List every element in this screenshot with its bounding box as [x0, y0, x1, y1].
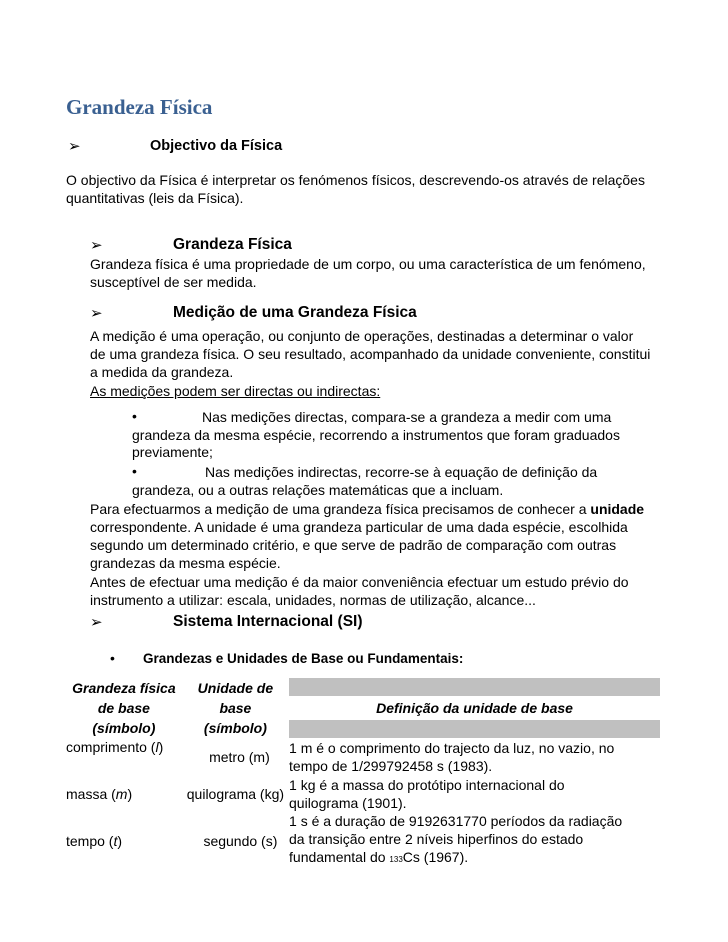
header-unidade-l2: base	[219, 700, 252, 716]
cell-definicao-l3-text: fundamental do	[289, 849, 390, 865]
table-row	[66, 738, 660, 776]
cell-grandeza-symbol: t	[113, 832, 118, 849]
header-unidade-l1: Unidade de	[197, 680, 274, 696]
arrow-bullet-icon: ➢	[90, 614, 103, 631]
arrow-bullet-icon: ➢	[90, 305, 103, 322]
objectivo-line-1: O objectivo da Física é interpretar os fenómenos físicos, descrevendo-os através de relações	[66, 172, 645, 188]
cell-definicao-l1: 1 m é o comprimento do trajecto da luz, no vazio, no	[289, 740, 615, 756]
mass-number-subscript: 133	[389, 855, 403, 864]
objectivo-line-2: quantitativas (leis da Física).	[66, 190, 244, 206]
heading-medicao: Medição de uma Grandeza Física	[173, 304, 417, 321]
grandeza-def-line-1: Grandeza física é uma propriedade de um corpo, ou uma característica de um fenómeno,	[90, 256, 646, 272]
bullet-dot: •	[132, 408, 137, 424]
cell-definicao-l1: 1 s é a duração de 9192631770 períodos da radiação	[289, 813, 623, 829]
cell-definicao	[289, 812, 660, 869]
si-base-units-table	[66, 678, 660, 869]
cell-unidade: segundo (s)	[203, 832, 278, 849]
cell-grandeza-name: comprimento (	[66, 739, 156, 755]
directas-line-3: previamente;	[132, 444, 213, 460]
directas-line-1: Nas medições directas, compara-se a grandeza a medir com uma	[202, 409, 612, 425]
unidade-line-3: segundo um determinado critério, e que serve de padrão de comparação com outras	[90, 537, 617, 553]
grandeza-def-line-2: susceptível de ser medida.	[90, 274, 257, 290]
unidade-line-2: correspondente. A unidade é uma grandeza particular de uma dada espécie, escolhida	[90, 519, 628, 535]
directas-line-2: grandeza da mesma espécie, recorrendo a instrumentos que foram graduados	[132, 427, 620, 443]
table-row	[66, 776, 660, 812]
cell-definicao-l2: quilograma (1901).	[289, 795, 407, 811]
cell-definicao	[289, 776, 660, 812]
header-definicao: Definição da unidade de base	[376, 700, 573, 716]
cell-grandeza	[66, 738, 182, 776]
estudo-line-2: instrumento a utilizar: escala, unidades, normas de utilização, alcance...	[90, 592, 536, 608]
indirectas-line-1: Nas medições indirectas, recorre-se à equação de definição da	[205, 464, 598, 480]
cell-definicao	[289, 738, 660, 776]
table-row	[66, 812, 660, 869]
medicoes-tipos: As medições podem ser directas ou indirectas:	[90, 383, 381, 399]
header-unidade	[182, 678, 289, 738]
page-title: Grandeza Física	[66, 95, 213, 119]
cell-definicao-l3	[289, 848, 660, 869]
arrow-bullet-icon: ➢	[68, 138, 81, 155]
cell-definicao-l1: 1 kg é a massa do protótipo internacional do	[289, 777, 565, 793]
heading-si: Sistema Internacional (SI)	[173, 613, 363, 630]
header-grey-band	[289, 720, 660, 738]
unidade-line-1	[90, 500, 644, 518]
cell-grandeza	[66, 776, 182, 812]
cell-unidade: metro (m)	[209, 749, 270, 765]
cell-grandeza-symbol: l	[155, 739, 159, 755]
cell-definicao-l2: da transição entre 2 níveis hiperfinos do estado	[289, 831, 584, 847]
cell-grandeza-name: massa (	[66, 786, 116, 802]
header-unidade-l3: (símbolo)	[203, 720, 267, 736]
indirectas-line-2: grandeza, ou a outras relações matemáticas que a incluam.	[132, 482, 504, 498]
cell-grandeza-close: )	[117, 832, 123, 849]
cell-grandeza-close: )	[127, 786, 133, 802]
medicao-line-3: a medida da grandeza.	[90, 364, 234, 380]
cell-grandeza	[66, 812, 182, 869]
bullet-dot: •	[110, 650, 115, 666]
header-grandeza-l3: (símbolo)	[92, 720, 156, 736]
grandezas-base-heading: Grandezas e Unidades de Base ou Fundamentais:	[143, 651, 464, 666]
cell-unidade: quilograma (kg)	[186, 786, 285, 802]
medicao-line-1: A medição é uma operação, ou conjunto de operações, destinadas a determinar o valor	[90, 328, 634, 344]
cell-definicao-l3-end: Cs (1967).	[402, 849, 469, 865]
header-grandeza-l2: de base	[97, 700, 150, 716]
arrow-bullet-icon: ➢	[90, 237, 103, 254]
bullet-dot: •	[132, 463, 137, 479]
unidade-keyword: unidade	[590, 501, 645, 517]
header-grandeza	[66, 678, 182, 738]
header-grey-band	[289, 678, 660, 696]
estudo-line-1: Antes de efectuar uma medição é da maior conveniência efectuar um estudo prévio do	[90, 574, 629, 590]
cell-grandeza-symbol: m	[115, 786, 128, 802]
heading-objectivo: Objectivo da Física	[150, 138, 283, 154]
cell-grandeza-close: )	[158, 739, 164, 755]
unidade-line-1-text: Para efectuarmos a medição de uma grandeza física precisamos de conhecer a	[90, 501, 587, 517]
cell-definicao-l2: tempo de 1/299792458 s (1983).	[289, 758, 493, 774]
heading-grandeza: Grandeza Física	[173, 236, 292, 253]
unidade-line-4: grandezas da mesma espécie.	[90, 555, 281, 571]
header-grandeza-l1: Grandeza física	[72, 680, 176, 696]
medicao-line-2: de uma grandeza física. O seu resultado, acompanhado da unidade conveniente, constitui	[90, 346, 651, 362]
cell-grandeza-name: tempo (	[66, 832, 114, 849]
